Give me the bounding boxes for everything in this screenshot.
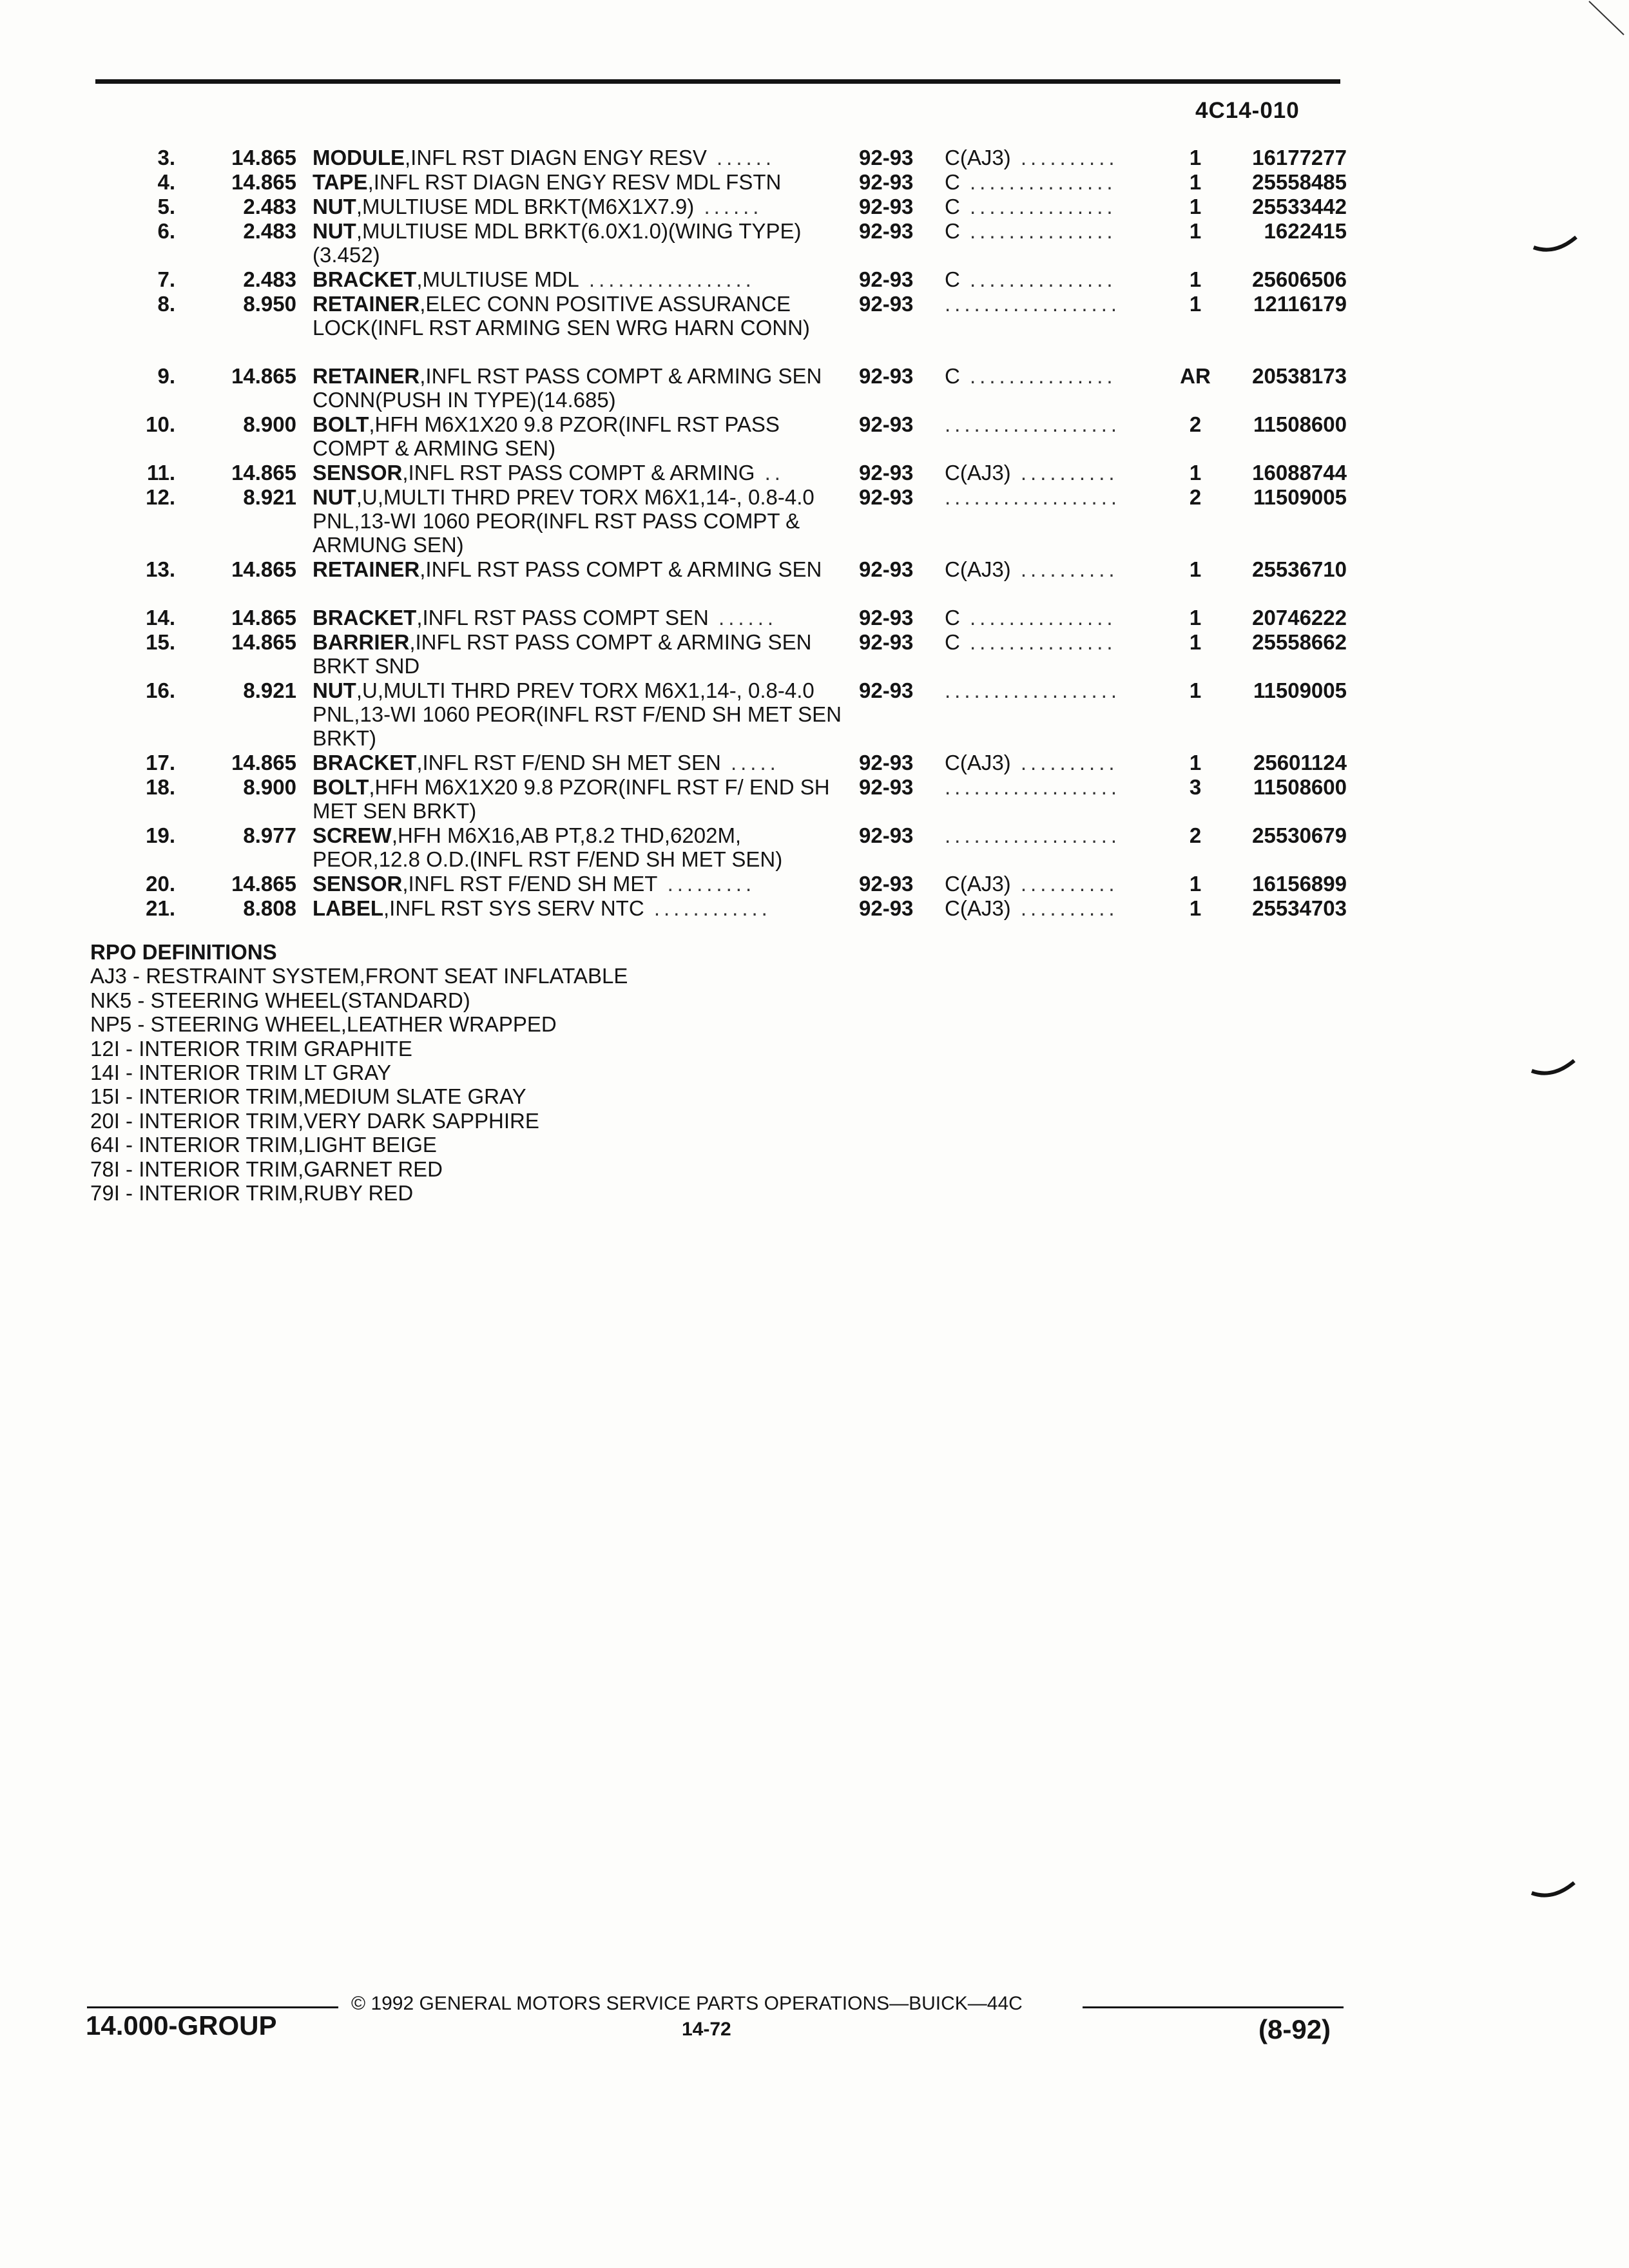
- quantity: 3: [1189, 775, 1202, 799]
- group-number: 2.483: [243, 219, 296, 243]
- part-description: [313, 896, 847, 920]
- model-years: 92-93: [859, 219, 914, 243]
- part-name: LABEL: [313, 896, 383, 920]
- leader-dots: ..: [755, 461, 784, 485]
- part-detail: ,INFL RST PASS COMPT & ARMING SEN CONN(PUSH IN TYPE)(14.685): [313, 364, 822, 412]
- corner-mark-icon: [1585, 0, 1629, 39]
- model-years: 92-93: [859, 775, 914, 799]
- part-description: [313, 195, 847, 218]
- rpo-definitions: [90, 940, 628, 1205]
- part-name: BARRIER: [313, 630, 410, 654]
- leader-dots: ..........: [1010, 872, 1119, 896]
- part-name: MODULE: [313, 146, 405, 169]
- parts-row: [0, 775, 1629, 823]
- body-code: [945, 606, 1164, 629]
- body-code-value: C: [945, 606, 960, 629]
- parts-row: [0, 606, 1629, 629]
- quantity: 1: [1189, 751, 1202, 774]
- part-detail: ,INFL RST F/END SH MET: [402, 872, 658, 896]
- group-number: 8.950: [243, 292, 296, 316]
- part-description: [313, 775, 847, 823]
- leader-dots: ..........: [1010, 461, 1119, 485]
- group-number: 2.483: [243, 195, 296, 218]
- item-number: 14.: [146, 606, 175, 629]
- parts-row: [0, 195, 1629, 218]
- part-name: NUT: [313, 219, 356, 243]
- part-description: [313, 606, 847, 629]
- body-code-value: C: [945, 195, 960, 218]
- parts-row: [0, 896, 1629, 920]
- part-name: SCREW: [313, 823, 392, 847]
- part-description: [313, 872, 847, 896]
- footer-rule-left: [87, 2006, 338, 2008]
- group-number: 8.977: [243, 823, 296, 847]
- part-description: [313, 170, 847, 194]
- part-name: BRACKET: [313, 267, 417, 291]
- part-description: [313, 823, 847, 871]
- part-description: [313, 630, 847, 678]
- body-code-value: C: [945, 267, 960, 291]
- parts-row: [0, 823, 1629, 871]
- quantity: AR: [1180, 364, 1211, 388]
- rpo-lines: [90, 964, 628, 1205]
- rpo-line: 79I - INTERIOR TRIM,RUBY RED: [90, 1181, 414, 1206]
- leader-dots: ......: [706, 146, 776, 169]
- leader-dots: ...............: [959, 606, 1117, 629]
- part-description: [313, 461, 847, 485]
- body-code: [945, 461, 1164, 485]
- part-detail: ,INFL RST PASS COMPT SEN: [416, 606, 709, 629]
- part-number: 25533442: [1252, 195, 1347, 218]
- part-number: 16156899: [1252, 872, 1347, 896]
- part-number: 1622415: [1264, 219, 1347, 243]
- part-number: 11509005: [1253, 485, 1347, 509]
- page-code: 4C14-010: [1195, 98, 1300, 123]
- part-detail: ,INFL RST PASS COMPT & ARMING SEN BRKT SND: [313, 630, 812, 678]
- part-number: 25558485: [1252, 170, 1347, 194]
- model-years: 92-93: [859, 146, 914, 169]
- quantity: 1: [1189, 170, 1202, 194]
- leader-dots: ............: [644, 896, 771, 920]
- part-number: 25536710: [1252, 557, 1347, 581]
- part-description: [313, 292, 847, 340]
- leader-dots: ..........: [1010, 146, 1119, 169]
- part-name: BOLT: [313, 412, 369, 436]
- rpo-line: NK5 - STEERING WHEEL(STANDARD): [90, 988, 470, 1012]
- part-name: BRACKET: [313, 751, 417, 774]
- leader-dots: ...............: [959, 170, 1117, 194]
- model-years: 92-93: [859, 412, 914, 436]
- top-rule: [95, 79, 1340, 84]
- parts-row: [0, 170, 1629, 194]
- body-code: [945, 219, 1164, 243]
- group-number: 14.865: [231, 170, 296, 194]
- part-description: [313, 219, 847, 267]
- part-name: RETAINER: [313, 364, 420, 388]
- group-number: 8.808: [243, 896, 296, 920]
- part-name: NUT: [313, 485, 356, 509]
- body-code-value: C(AJ3): [945, 751, 1011, 774]
- rpo-line: 14I - INTERIOR TRIM LT GRAY: [90, 1061, 391, 1085]
- rpo-line: NP5 - STEERING WHEEL,LEATHER WRAPPED: [90, 1012, 557, 1037]
- part-detail: ,INFL RST DIAGN ENGY RESV MDL FSTN: [367, 170, 782, 194]
- leader-dots: ......: [694, 195, 763, 218]
- part-number: 25601124: [1253, 751, 1347, 774]
- model-years: 92-93: [859, 170, 914, 194]
- body-code-value: C(AJ3): [945, 557, 1011, 581]
- part-description: [313, 267, 847, 291]
- parts-row: [0, 630, 1629, 678]
- body-code: [945, 170, 1164, 194]
- body-code: [945, 146, 1164, 169]
- item-number: 9.: [157, 364, 175, 388]
- part-detail: ,INFL RST SYS SERV NTC: [383, 896, 644, 920]
- part-detail: ,MULTIUSE MDL BRKT(6.0X1.0)(WING TYPE)(3.452): [313, 219, 802, 267]
- parts-row: [0, 461, 1629, 485]
- body-code: [945, 412, 1164, 436]
- part-name: BOLT: [313, 775, 369, 799]
- body-code: [945, 751, 1164, 774]
- item-number: 17.: [146, 751, 175, 774]
- model-years: 92-93: [859, 678, 914, 702]
- leader-dots: ..........: [1010, 557, 1119, 581]
- part-number: 20538173: [1252, 364, 1347, 388]
- model-years: 92-93: [859, 823, 914, 847]
- part-detail: ,INFL RST PASS COMPT & ARMING SEN: [419, 557, 822, 581]
- quantity: 1: [1189, 678, 1202, 702]
- item-number: 13.: [146, 557, 175, 581]
- leader-dots: ..................: [945, 678, 1121, 702]
- group-number: 14.865: [231, 364, 296, 388]
- part-number: 12116179: [1253, 292, 1347, 316]
- body-code-value: C: [945, 170, 960, 194]
- quantity: 1: [1189, 146, 1202, 169]
- quantity: 1: [1189, 195, 1202, 218]
- footer-copyright: © 1992 GENERAL MOTORS SERVICE PARTS OPERATIONS—BUICK—44C: [351, 1993, 1023, 2014]
- body-code-value: C(AJ3): [945, 872, 1011, 896]
- model-years: 92-93: [859, 896, 914, 920]
- part-detail: ,MULTIUSE MDL BRKT(M6X1X7.9): [356, 195, 695, 218]
- part-name: SENSOR: [313, 461, 403, 485]
- parts-row: [0, 557, 1629, 605]
- model-years: 92-93: [859, 195, 914, 218]
- part-description: [313, 751, 847, 774]
- leader-dots: ...............: [959, 364, 1117, 388]
- item-number: 4.: [157, 170, 175, 194]
- parts-row: [0, 485, 1629, 557]
- quantity: 1: [1189, 461, 1202, 485]
- leader-dots: ......: [708, 606, 778, 629]
- group-number: 14.865: [231, 146, 296, 169]
- model-years: 92-93: [859, 606, 914, 629]
- body-code: [945, 557, 1164, 581]
- part-number: 25606506: [1252, 267, 1347, 291]
- binder-mark-icon: [1530, 1879, 1576, 1905]
- part-description: [313, 146, 847, 169]
- footer-rule-right: [1083, 2006, 1344, 2008]
- parts-row: [0, 267, 1629, 291]
- footer-group: 14.000-GROUP: [86, 2010, 277, 2041]
- group-number: 8.921: [243, 485, 296, 509]
- group-number: 8.900: [243, 775, 296, 799]
- parts-row: [0, 872, 1629, 896]
- part-description: [313, 364, 847, 412]
- part-detail: ,U,MULTI THRD PREV TORX M6X1,14-, 0.8-4.0 PNL,13-WI 1060 PEOR(INFL RST PASS COMPT & ARMUNG SEN): [313, 485, 815, 557]
- group-number: 8.900: [243, 412, 296, 436]
- model-years: 92-93: [859, 364, 914, 388]
- item-number: 7.: [157, 267, 175, 291]
- part-name: SENSOR: [313, 872, 403, 896]
- part-detail: ,U,MULTI THRD PREV TORX M6X1,14-, 0.8-4.0 PNL,13-WI 1060 PEOR(INFL RST F/END SH MET SEN BRKT): [313, 678, 842, 750]
- item-number: 6.: [157, 219, 175, 243]
- model-years: 92-93: [859, 267, 914, 291]
- body-code: [945, 775, 1164, 799]
- part-detail: ,INFL RST DIAGN ENGY RESV: [405, 146, 707, 169]
- body-code: [945, 823, 1164, 847]
- body-code: [945, 678, 1164, 702]
- body-code: [945, 485, 1164, 509]
- body-code: [945, 292, 1164, 316]
- group-number: 14.865: [231, 461, 296, 485]
- footer-date: (8-92): [1258, 2014, 1331, 2044]
- item-number: 15.: [146, 630, 175, 654]
- body-code-value: C(AJ3): [945, 461, 1011, 485]
- part-number: 11508600: [1253, 412, 1347, 436]
- leader-dots: ..................: [945, 823, 1121, 847]
- leader-dots: .....: [720, 751, 780, 774]
- part-name: NUT: [313, 195, 356, 218]
- part-name: BRACKET: [313, 606, 417, 629]
- part-number: 16088744: [1252, 461, 1347, 485]
- part-number: 20746222: [1252, 606, 1347, 629]
- leader-dots: .........: [657, 872, 756, 896]
- quantity: 1: [1189, 292, 1202, 316]
- rpo-line: 64I - INTERIOR TRIM,LIGHT BEIGE: [90, 1133, 437, 1157]
- group-number: 8.921: [243, 678, 296, 702]
- part-detail: ,HFH M6X1X20 9.8 PZOR(INFL RST PASS COMPT & ARMING SEN): [313, 412, 780, 460]
- model-years: 92-93: [859, 292, 914, 316]
- part-number: 25530679: [1252, 823, 1347, 847]
- group-number: 14.865: [231, 557, 296, 581]
- body-code: [945, 872, 1164, 896]
- body-code: [945, 364, 1164, 388]
- model-years: 92-93: [859, 461, 914, 485]
- part-name: TAPE: [313, 170, 368, 194]
- part-description: [313, 485, 847, 557]
- model-years: 92-93: [859, 557, 914, 581]
- model-years: 92-93: [859, 872, 914, 896]
- parts-row: [0, 364, 1629, 412]
- item-number: 18.: [146, 775, 175, 799]
- part-number: 25558662: [1252, 630, 1347, 654]
- leader-dots: ..................: [945, 775, 1121, 799]
- part-name: NUT: [313, 678, 356, 702]
- leader-dots: .................: [579, 267, 755, 291]
- part-description: [313, 412, 847, 460]
- part-description: [313, 557, 847, 581]
- part-detail: ,ELEC CONN POSITIVE ASSURANCE LOCK(INFL RST ARMING SEN WRG HARN CONN): [313, 292, 810, 340]
- item-number: 16.: [146, 678, 175, 702]
- rpo-title: RPO DEFINITIONS: [90, 940, 277, 964]
- part-name: RETAINER: [313, 557, 420, 581]
- rpo-line: 12I - INTERIOR TRIM GRAPHITE: [90, 1036, 412, 1061]
- group-number: 14.865: [231, 630, 296, 654]
- leader-dots: ...............: [959, 267, 1117, 291]
- quantity: 1: [1189, 896, 1202, 920]
- part-number: 11509005: [1253, 678, 1347, 702]
- rpo-line: 20I - INTERIOR TRIM,VERY DARK SAPPHIRE: [90, 1108, 539, 1133]
- group-number: 14.865: [231, 872, 296, 896]
- item-number: 5.: [157, 195, 175, 218]
- binder-mark-icon: [1530, 1057, 1576, 1082]
- body-code: [945, 630, 1164, 654]
- leader-dots: ..................: [945, 292, 1121, 316]
- parts-row: [0, 146, 1629, 169]
- part-name: RETAINER: [313, 292, 420, 316]
- footer-page-number: 14-72: [682, 2019, 731, 2040]
- leader-dots: ..........: [1010, 751, 1119, 774]
- body-code-value: C: [945, 630, 960, 654]
- quantity: 1: [1189, 557, 1202, 581]
- quantity: 1: [1189, 630, 1202, 654]
- part-detail: ,INFL RST F/END SH MET SEN: [416, 751, 721, 774]
- model-years: 92-93: [859, 630, 914, 654]
- quantity: 1: [1189, 872, 1202, 896]
- quantity: 1: [1189, 606, 1202, 629]
- leader-dots: ..................: [945, 412, 1121, 436]
- item-number: 10.: [146, 412, 175, 436]
- binder-mark-icon: [1532, 233, 1577, 259]
- body-code-value: C: [945, 219, 960, 243]
- part-detail: ,INFL RST PASS COMPT & ARMING: [402, 461, 755, 485]
- leader-dots: ...............: [959, 219, 1117, 243]
- body-code-value: C: [945, 364, 960, 388]
- group-number: 14.865: [231, 606, 296, 629]
- quantity: 2: [1189, 412, 1202, 436]
- part-number: 11508600: [1253, 775, 1347, 799]
- parts-row: [0, 412, 1629, 460]
- parts-row: [0, 292, 1629, 363]
- part-detail: ,MULTIUSE MDL: [416, 267, 579, 291]
- group-number: 2.483: [243, 267, 296, 291]
- leader-dots: ...............: [959, 195, 1117, 218]
- rpo-line: 78I - INTERIOR TRIM,GARNET RED: [90, 1157, 443, 1181]
- model-years: 92-93: [859, 751, 914, 774]
- item-number: 3.: [157, 146, 175, 169]
- part-number: 16177277: [1252, 146, 1347, 169]
- item-number: 19.: [146, 823, 175, 847]
- leader-dots: ..................: [945, 485, 1121, 509]
- body-code-value: C(AJ3): [945, 146, 1011, 169]
- part-detail: ,HFH M6X16,AB PT,8.2 THD,6202M, PEOR,12.8 O.D.(INFL RST F/END SH MET SEN): [313, 823, 783, 871]
- quantity: 1: [1189, 267, 1202, 291]
- part-number: 25534703: [1252, 896, 1347, 920]
- model-years: 92-93: [859, 485, 914, 509]
- quantity: 1: [1189, 219, 1202, 243]
- parts-row: [0, 219, 1629, 267]
- item-number: 8.: [157, 292, 175, 316]
- item-number: 11.: [146, 461, 175, 485]
- part-description: [313, 678, 847, 750]
- item-number: 20.: [146, 872, 175, 896]
- body-code: [945, 267, 1164, 291]
- rpo-line: 15I - INTERIOR TRIM,MEDIUM SLATE GRAY: [90, 1084, 526, 1109]
- parts-row: [0, 678, 1629, 750]
- part-detail: ,HFH M6X1X20 9.8 PZOR(INFL RST F/ END SH MET SEN BRKT): [313, 775, 830, 823]
- group-number: 14.865: [231, 751, 296, 774]
- leader-dots: ..........: [1010, 896, 1119, 920]
- parts-row: [0, 751, 1629, 774]
- body-code: [945, 896, 1164, 920]
- quantity: 2: [1189, 823, 1202, 847]
- rpo-line: AJ3 - RESTRAINT SYSTEM,FRONT SEAT INFLATABLE: [90, 964, 628, 988]
- quantity: 2: [1189, 485, 1202, 509]
- body-code-value: C(AJ3): [945, 896, 1011, 920]
- item-number: 21.: [146, 896, 175, 920]
- item-number: 12.: [146, 485, 175, 509]
- leader-dots: ...............: [959, 630, 1117, 654]
- body-code: [945, 195, 1164, 218]
